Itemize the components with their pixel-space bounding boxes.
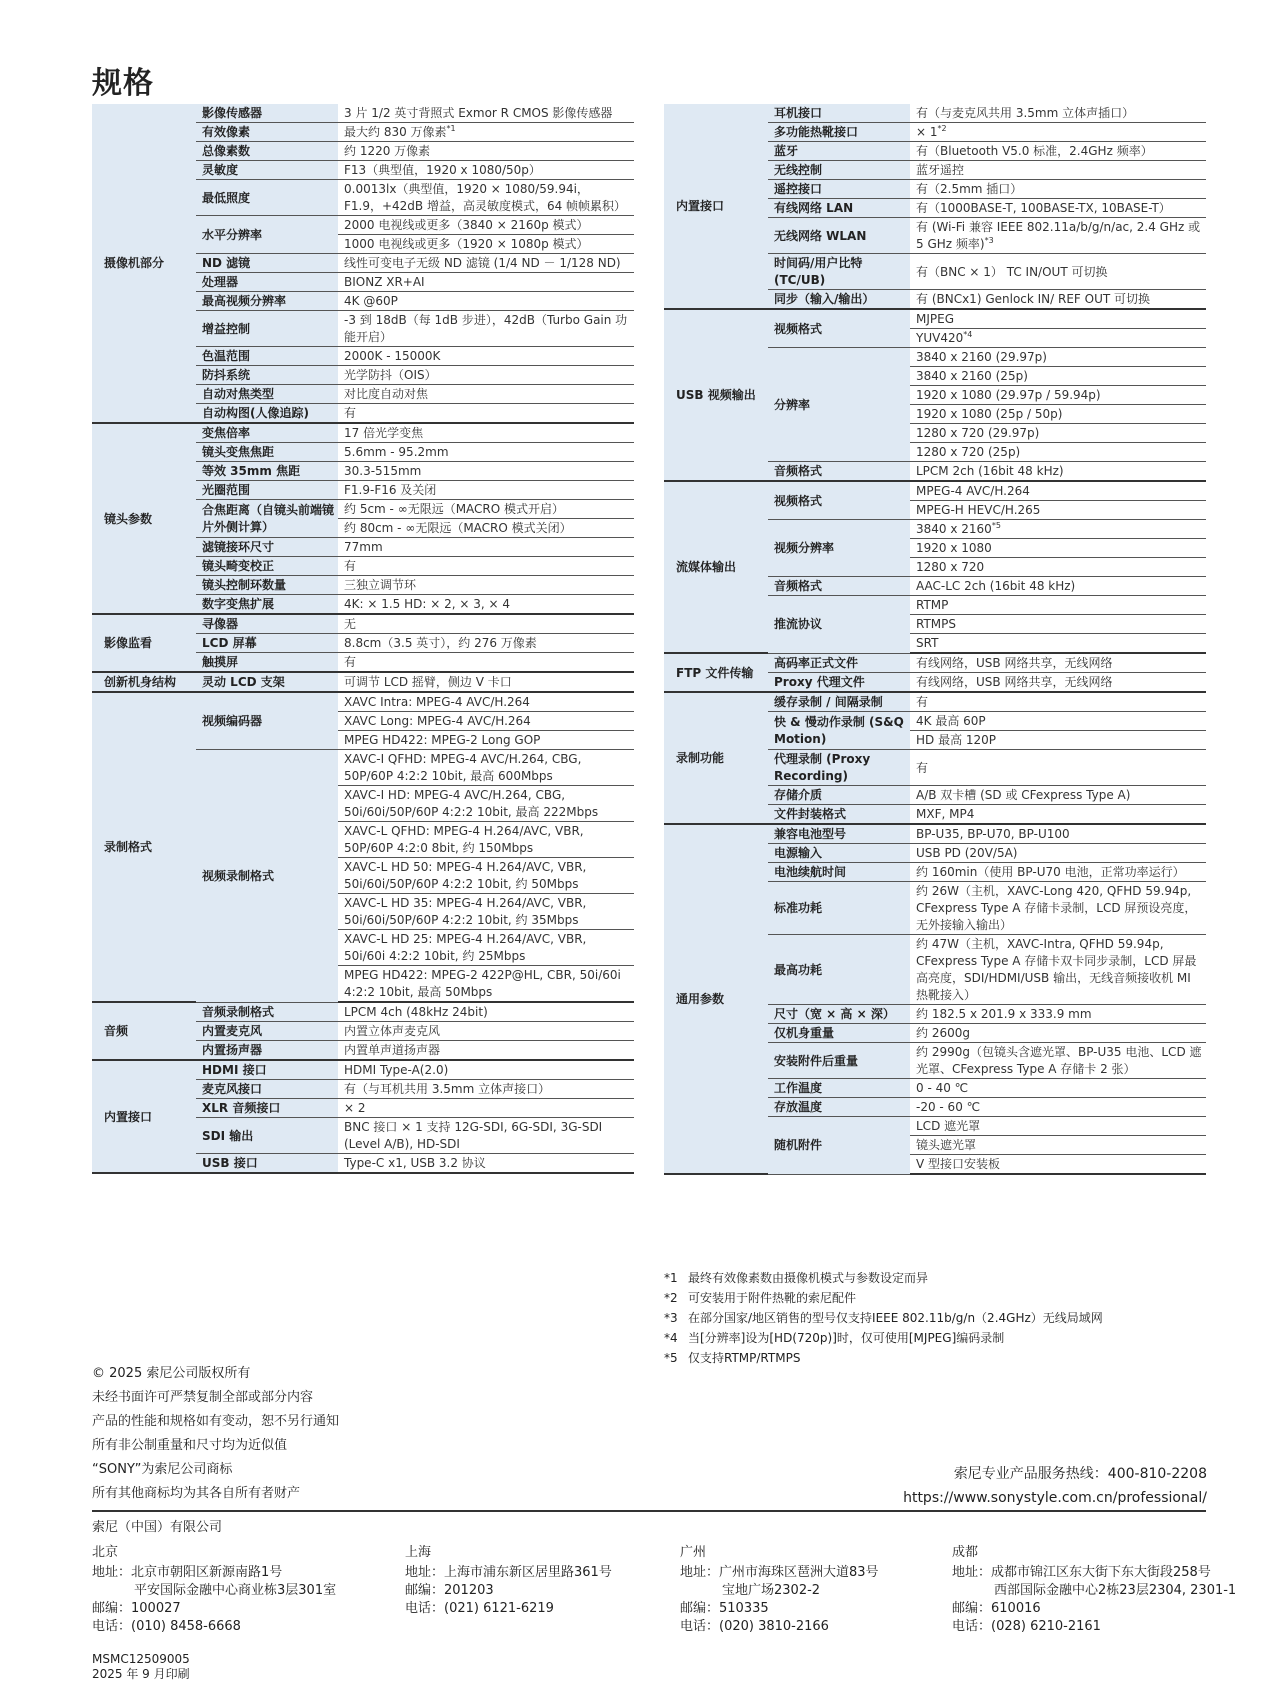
spec-item-value: 有（与麦克风共用 3.5mm 立体声插口） xyxy=(910,104,1206,123)
spec-item-value: 有（与耳机共用 3.5mm 立体声接口） xyxy=(338,1080,634,1099)
spec-item-value: XAVC-L HD 35: MPEG-4 H.264/AVC, VBR, 50i/60i/50P/60P 4:2:2 10bit, 约 35Mbps xyxy=(338,894,634,930)
spec-item-name: 电源输入 xyxy=(768,844,910,863)
spec-item-value: XAVC-I HD: MPEG-4 AVC/H.264, CBG, 50i/60i/50P/60P 4:2:2 10bit, 最高 222Mbps xyxy=(338,786,634,822)
spec-item-name: 视频分辨率 xyxy=(768,520,910,577)
spec-item-value: 约 1220 万像素 xyxy=(338,142,634,161)
office-address-line2: 西部国际金融中心2栋23层2304, 2301-1 xyxy=(994,1583,1237,1598)
spec-item-value: 3840 x 2160 (25p) xyxy=(910,367,1206,386)
spec-item-name: 麦克风接口 xyxy=(196,1080,338,1099)
spec-item-name: ND 滤镜 xyxy=(196,254,338,273)
spec-item-name: 总像素数 xyxy=(196,142,338,161)
spec-item-value: MPEG HD422: MPEG-2 Long GOP xyxy=(338,731,634,750)
company-name: 索尼（中国）有限公司 xyxy=(92,1520,223,1535)
spec-item-name: 耳机接口 xyxy=(768,104,910,123)
spec-category: 影像监看 xyxy=(92,614,196,672)
spec-item-name: 等效 35mm 焦距 xyxy=(196,462,338,481)
page-title: 规格 xyxy=(92,66,154,101)
spec-item-value: LPCM 2ch (16bit 48 kHz) xyxy=(910,462,1206,482)
spec-item-value: 5.6mm - 95.2mm xyxy=(338,443,634,462)
spec-item-value: 8.8cm（3.5 英寸），约 276 万像素 xyxy=(338,634,634,653)
spec-item-value: 1920 x 1080 (25p / 50p) xyxy=(910,405,1206,424)
spec-item-value: 光学防抖（OIS） xyxy=(338,366,634,385)
spec-item-name: Proxy 代理文件 xyxy=(768,673,910,693)
spec-item-name: 兼容电池型号 xyxy=(768,824,910,844)
spec-item-name: 推流协议 xyxy=(768,596,910,654)
spec-item-value: HDMI Type-A(2.0) xyxy=(338,1060,634,1080)
spec-item-value: AAC-LC 2ch (16bit 48 kHz) xyxy=(910,577,1206,596)
office-city: 成都 xyxy=(952,1545,979,1560)
spec-item-name: 最低照度 xyxy=(196,180,338,216)
spec-item-value: 3840 x 2160$^{*5}$ xyxy=(910,520,1206,539)
footnote: *3 在部分国家/地区销售的型号仅支持IEEE 802.11b/g/n（2.4GHz）无线局域网 xyxy=(664,1311,1103,1325)
office-address: 地址：广州市海珠区琶洲大道83号 xyxy=(680,1565,879,1580)
spec-row xyxy=(664,104,1206,123)
spec-category: 内置接口 xyxy=(664,104,768,309)
spec-item-name: 有效像素 xyxy=(196,123,338,142)
spec-item-name: 分辨率 xyxy=(768,348,910,462)
spec-item-name: LCD 屏幕 xyxy=(196,634,338,653)
spec-item-value: 对比度自动对焦 xyxy=(338,385,634,404)
document-code xyxy=(92,1652,190,1682)
spec-item-value: 约 182.5 x 201.9 x 333.9 mm xyxy=(910,1005,1206,1024)
spec-item-name: 灵动 LCD 支架 xyxy=(196,672,338,692)
spec-item-value: 有 xyxy=(910,692,1206,712)
spec-item-name: 蓝牙 xyxy=(768,142,910,161)
spec-item-name: 合焦距离（自镜头前端镜片外侧计算） xyxy=(196,500,338,538)
spec-item-name: 内置麦克风 xyxy=(196,1022,338,1041)
footnote-marker: *2 xyxy=(937,124,947,133)
office-tel: 电话：(028) 6210-2161 xyxy=(952,1619,1101,1634)
spec-item-value: -3 到 18dB（每 1dB 步进），42dB（Turbo Gain 功能开启） xyxy=(338,311,634,347)
spec-item-value: Type-C x1, USB 3.2 协议 xyxy=(338,1154,634,1174)
spec-row xyxy=(664,692,1206,712)
spec-item-value: XAVC-L HD 50: MPEG-4 H.264/AVC, VBR, 50i/60i/50P/60P 4:2:2 10bit, 约 50Mbps xyxy=(338,858,634,894)
spec-item-name: 工作温度 xyxy=(768,1079,910,1098)
spec-item-name: 灵敏度 xyxy=(196,161,338,180)
spec-item-value: 无 xyxy=(338,614,634,634)
spec-table-right xyxy=(664,104,1206,1175)
spec-item-name: 视频编码器 xyxy=(196,692,338,750)
spec-category: 摄像机部分 xyxy=(92,104,196,423)
spec-item-value: RTMPS xyxy=(910,615,1206,634)
spec-item-name: 存储介质 xyxy=(768,786,910,805)
spec-item-value: 1920 x 1080 xyxy=(910,539,1206,558)
hotline-text: 索尼专业产品服务热线：400-810-2208 xyxy=(953,1466,1207,1482)
spec-item-value: × $1^{*2}$ xyxy=(910,123,1206,142)
spec-item-name: 无线网络 WLAN xyxy=(768,218,910,254)
spec-item-name: 标准功耗 xyxy=(768,882,910,935)
spec-item-name: 滤镜接环尺寸 xyxy=(196,538,338,557)
spec-item-value: 可调节 LCD 摇臂，侧边 V 卡口 xyxy=(338,672,634,692)
spec-item-value: YUV420$^{*4}$ xyxy=(910,329,1206,348)
spec-item-value: 约 2990g（包镜头含遮光罩、BP-U35 电池、LCD 遮光罩、CFexpress Type A 存储卡 2 张） xyxy=(910,1043,1206,1079)
spec-item-value: 有 xyxy=(338,557,634,576)
spec-item-name: 防抖系统 xyxy=(196,366,338,385)
spec-row xyxy=(664,653,1206,673)
office-city: 广州 xyxy=(680,1545,707,1560)
spec-item-name: 遥控接口 xyxy=(768,180,910,199)
footnote: *5 仅支持RTMP/RTMPS xyxy=(664,1351,801,1365)
office-zip: 邮编：610016 xyxy=(952,1601,1041,1616)
spec-item-value: 2000 电视线或更多（3840 × 2160p 模式） xyxy=(338,216,634,235)
office-city: 上海 xyxy=(405,1545,432,1560)
spec-row xyxy=(92,614,634,634)
spec-item-value: 约 2600g xyxy=(910,1024,1206,1043)
spec-item-value: 有 xyxy=(338,653,634,673)
spec-item-name: 同步（输入/输出） xyxy=(768,290,910,310)
footnote-marker: *3 xyxy=(984,236,994,245)
legal-line: “SONY”为索尼公司商标 xyxy=(92,1462,233,1477)
spec-item-name: 存放温度 xyxy=(768,1098,910,1117)
spec-item-name: 缓存录制 / 间隔录制 xyxy=(768,692,910,712)
spec-table-left xyxy=(92,104,634,1174)
spec-item-name: HDMI 接口 xyxy=(196,1060,338,1080)
spec-item-name: 镜头控制环数量 xyxy=(196,576,338,595)
spec-item-value: 有 xyxy=(338,404,634,424)
office-beijing xyxy=(92,1544,336,1636)
spec-item-value: F1.9-F16 及关闭 xyxy=(338,481,634,500)
spec-item-value: -20 - 60 ℃ xyxy=(910,1098,1206,1117)
spec-category: 通用参数 xyxy=(664,824,768,1174)
spec-item-name: 影像传感器 xyxy=(196,104,338,123)
spec-row xyxy=(664,309,1206,329)
spec-row xyxy=(664,824,1206,844)
office-shanghai xyxy=(405,1544,612,1618)
spec-item-name: 处理器 xyxy=(196,273,338,292)
spec-category: 录制功能 xyxy=(664,692,768,824)
spec-category: 录制格式 xyxy=(92,692,196,1002)
spec-item-value: 约 47W（主机，XAVC-Intra, QFHD 59.94p, CFexpress Type A 存储卡双卡同步录制，LCD 屏最高亮度，SDI/HDMI/USB 输出，无线音频接收机 MI 热靴接入） xyxy=(910,935,1206,1005)
spec-item-value: 4K 最高 60P xyxy=(910,712,1206,731)
spec-item-value: MPEG-H HEVC/H.265 xyxy=(910,501,1206,520)
office-address: 地址：北京市朝阳区新源南路1号 xyxy=(92,1565,283,1580)
spec-item-value: 0.0013lx（典型值，1920 × 1080/59.94i，F1.9，+42dB 增益，高灵敏度模式，64 帧帧累积） xyxy=(338,180,634,216)
spec-item-value: XAVC Intra: MPEG-4 AVC/H.264 xyxy=(338,692,634,712)
spec-item-name: 音频格式 xyxy=(768,577,910,596)
spec-item-value: 蓝牙遥控 xyxy=(910,161,1206,180)
spec-item-value: MXF, MP4 xyxy=(910,805,1206,825)
spec-item-value: 0 - 40 ℃ xyxy=(910,1079,1206,1098)
spec-item-value: 4K: × 1.5 HD: × 2, × 3, × 4 xyxy=(338,595,634,615)
spec-item-value: HD 最高 120P xyxy=(910,731,1206,750)
spec-item-value: 4K @60P xyxy=(338,292,634,311)
spec-item-name: 音频格式 xyxy=(768,462,910,482)
spec-item-value: XAVC-I QFHD: MPEG-4 AVC/H.264, CBG, 50P/60P 4:2:2 10bit, 最高 600Mbps xyxy=(338,750,634,786)
spec-item-value: 17 倍光学变焦 xyxy=(338,423,634,443)
spec-item-value: 有（Bluetooth V5.0 标准，2.4GHz 频率） xyxy=(910,142,1206,161)
spec-item-value: 有 (Wi-Fi 兼容 IEEE 802.11a/b/g/n/ac, 2.4 GHz 或 5 GHz 频率)$^{*3}$ xyxy=(910,218,1206,254)
spec-item-value: LCD 遮光罩 xyxy=(910,1117,1206,1136)
spec-item-value: 约 26W（主机，XAVC-Long 420, QFHD 59.94p, CFexpress Type A 存储卡录制，LCD 屏预设亮度，无外接输入输出） xyxy=(910,882,1206,935)
spec-item-name: 自动对焦类型 xyxy=(196,385,338,404)
spec-item-name: 文件封装格式 xyxy=(768,805,910,825)
spec-category: FTP 文件传输 xyxy=(664,653,768,692)
spec-item-value: 1920 x 1080 (29.97p / 59.94p) xyxy=(910,386,1206,405)
footnote: *1 最终有效像素数由摄像机模式与参数设定而异 xyxy=(664,1271,929,1285)
spec-item-name: 增益控制 xyxy=(196,311,338,347)
spec-item-value: LPCM 4ch (48kHz 24bit) xyxy=(338,1002,634,1022)
spec-item-name: 视频录制格式 xyxy=(196,750,338,1003)
spec-item-value: BIONZ XR+AI xyxy=(338,273,634,292)
spec-item-name: 电池续航时间 xyxy=(768,863,910,882)
spec-item-value: 1280 x 720 (29.97p) xyxy=(910,424,1206,443)
website-link[interactable]: https://www.sonystyle.com.cn/professional/ xyxy=(903,1490,1207,1506)
spec-row xyxy=(92,692,634,712)
spec-item-name: 快 & 慢动作录制 (S&Q Motion) xyxy=(768,712,910,750)
footnote-marker: *4 xyxy=(963,330,973,339)
legal-line: 未经书面许可严禁复制全部或部分内容 xyxy=(92,1390,314,1405)
spec-item-name: 镜头畸变校正 xyxy=(196,557,338,576)
spec-item-value: 有 xyxy=(910,750,1206,786)
spec-item-value: 1280 x 720 xyxy=(910,558,1206,577)
footnote-marker: *5 xyxy=(991,521,1001,530)
spec-item-value: 1280 x 720 (25p) xyxy=(910,443,1206,462)
office-tel: 电话：(020) 3810-2166 xyxy=(680,1619,829,1634)
spec-item-name: XLR 音频接口 xyxy=(196,1099,338,1118)
spec-item-name: USB 接口 xyxy=(196,1154,338,1174)
spec-item-name: 最高功耗 xyxy=(768,935,910,1005)
legal-line: 所有其他商标均为其各自所有者财产 xyxy=(92,1486,301,1501)
spec-row xyxy=(664,481,1206,501)
spec-item-value: 内置立体声麦克风 xyxy=(338,1022,634,1041)
spec-item-value: 线性可变电子无级 ND 滤镜 (1/4 ND － 1/128 ND) xyxy=(338,254,634,273)
spec-item-value: USB PD (20V/5A) xyxy=(910,844,1206,863)
spec-item-value: MPEG-4 AVC/H.264 xyxy=(910,481,1206,501)
spec-item-value: BP-U35, BP-U70, BP-U100 xyxy=(910,824,1206,844)
spec-item-value: XAVC-L HD 25: MPEG-4 H.264/AVC, VBR, 50i/60i 4:2:2 10bit, 约 25Mbps xyxy=(338,930,634,966)
spec-item-value: MPEG HD422: MPEG-2 422P@HL, CBR, 50i/60i 4:2:2 10bit, 最高 50Mbps xyxy=(338,966,634,1003)
spec-item-name: SDI 输出 xyxy=(196,1118,338,1154)
spec-item-value: 2000K - 15000K xyxy=(338,347,634,366)
spec-item-name: 随机附件 xyxy=(768,1117,910,1175)
spec-category: 音频 xyxy=(92,1002,196,1060)
spec-category: USB 视频输出 xyxy=(664,309,768,481)
divider xyxy=(92,1510,1206,1512)
spec-item-name: 触摸屏 xyxy=(196,653,338,673)
office-zip: 邮编：100027 xyxy=(92,1601,181,1616)
spec-item-value: 有 (BNCx1) Genlock IN/ REF OUT 可切换 xyxy=(910,290,1206,310)
spec-item-value: 有线网络，USB 网络共享，无线网络 xyxy=(910,653,1206,673)
spec-item-name: 仅机身重量 xyxy=(768,1024,910,1043)
office-city: 北京 xyxy=(92,1545,119,1560)
office-address: 地址：成都市锦江区东大街下东大街段258号 xyxy=(952,1565,1211,1580)
office-tel: 电话：(010) 8458-6668 xyxy=(92,1619,241,1634)
spec-item-value: V 型接口安装板 xyxy=(910,1155,1206,1175)
spec-item-name: 自动构图(人像追踪) xyxy=(196,404,338,424)
spec-item-value: SRT xyxy=(910,634,1206,654)
spec-item-name: 数字变焦扩展 xyxy=(196,595,338,615)
spec-item-value: 3840 x 2160 (29.97p) xyxy=(910,348,1206,367)
spec-item-name: 尺寸（宽 × 高 × 深） xyxy=(768,1005,910,1024)
doc-code: MSMC12509005 xyxy=(92,1652,190,1666)
spec-row xyxy=(92,672,634,692)
service-hotline xyxy=(903,1462,1207,1510)
spec-row xyxy=(92,104,634,123)
spec-item-value: A/B 双卡槽 (SD 或 CFexpress Type A) xyxy=(910,786,1206,805)
spec-item-name: 代理录制 (Proxy Recording) xyxy=(768,750,910,786)
spec-item-value: BNC 接口 × 1 支持 12G-SDI, 6G-SDI, 3G-SDI (Level A/B), HD-SDI xyxy=(338,1118,634,1154)
spec-item-value: XAVC-L QFHD: MPEG-4 H.264/AVC, VBR, 50P/60P 4:2:0 8bit, 约 150Mbps xyxy=(338,822,634,858)
spec-category: 流媒体输出 xyxy=(664,481,768,653)
spec-item-name: 水平分辨率 xyxy=(196,216,338,254)
office-address-line2: 平安国际金融中心商业栋3层301室 xyxy=(134,1583,337,1598)
spec-item-value: XAVC Long: MPEG-4 AVC/H.264 xyxy=(338,712,634,731)
spec-item-value: 有线网络，USB 网络共享，无线网络 xyxy=(910,673,1206,693)
spec-item-name: 光圈范围 xyxy=(196,481,338,500)
spec-item-name: 音频录制格式 xyxy=(196,1002,338,1022)
spec-item-value: RTMP xyxy=(910,596,1206,615)
office-zip: 邮编：201203 xyxy=(405,1583,494,1598)
footnote-marker: *1 xyxy=(446,124,456,133)
spec-item-value: MJPEG xyxy=(910,309,1206,329)
spec-row xyxy=(92,1060,634,1080)
office-tel: 电话：(021) 6121-6219 xyxy=(405,1601,554,1616)
spec-row xyxy=(92,1002,634,1022)
spec-category: 创新机身结构 xyxy=(92,672,196,692)
spec-item-name: 时间码/用户比特 (TC/UB) xyxy=(768,254,910,290)
spec-item-name: 多功能热靴接口 xyxy=(768,123,910,142)
spec-item-name: 安装附件后重量 xyxy=(768,1043,910,1079)
spec-item-name: 最高视频分辨率 xyxy=(196,292,338,311)
spec-item-value: 有（2.5mm 插口） xyxy=(910,180,1206,199)
spec-item-value: 1000 电视线或更多（1920 × 1080p 模式） xyxy=(338,235,634,254)
office-zip: 邮编：510335 xyxy=(680,1601,769,1616)
spec-item-name: 高码率正式文件 xyxy=(768,653,910,673)
spec-item-value: 有（BNC × 1） TC IN/OUT 可切换 xyxy=(910,254,1206,290)
footnote: *2 可安装用于附件热靴的索尼配件 xyxy=(664,1291,857,1305)
spec-item-name: 变焦倍率 xyxy=(196,423,338,443)
spec-item-value: 77mm xyxy=(338,538,634,557)
legal-line: © 2025 索尼公司版权所有 xyxy=(92,1366,251,1381)
spec-item-value: 3 片 1/2 英寸背照式 Exmor R CMOS 影像传感器 xyxy=(338,104,634,123)
spec-item-value: 最大约 830 万像素$^{*1}$ xyxy=(338,123,634,142)
spec-item-value: 约 5cm - ∞无限远（MACRO 模式开启） xyxy=(338,500,634,519)
spec-item-name: 有线网络 LAN xyxy=(768,199,910,218)
office-address: 地址：上海市浦东新区居里路361号 xyxy=(405,1565,612,1580)
spec-item-value: × 2 xyxy=(338,1099,634,1118)
spec-item-value: 约 160min（使用 BP-U70 电池，正常功率运行） xyxy=(910,863,1206,882)
spec-item-value: 内置单声道扬声器 xyxy=(338,1041,634,1061)
spec-item-value: F13（典型值，1920 x 1080/50p） xyxy=(338,161,634,180)
spec-category: 镜头参数 xyxy=(92,423,196,614)
spec-item-value: 有（1000BASE-T, 100BASE-TX, 10BASE-T） xyxy=(910,199,1206,218)
office-address-line2: 宝地广场2302-2 xyxy=(722,1583,821,1598)
spec-item-name: 视频格式 xyxy=(768,309,910,348)
spec-item-name: 无线控制 xyxy=(768,161,910,180)
spec-item-name: 视频格式 xyxy=(768,481,910,520)
print-date: 2025 年 9 月印刷 xyxy=(92,1667,190,1681)
legal-line: 产品的性能和规格如有变动，恕不另行通知 xyxy=(92,1414,340,1429)
spec-item-value: 30.3-515mm xyxy=(338,462,634,481)
spec-item-value: 镜头遮光罩 xyxy=(910,1136,1206,1155)
spec-item-name: 内置扬声器 xyxy=(196,1041,338,1061)
spec-item-value: 三独立调节环 xyxy=(338,576,634,595)
footnote: *4 当[分辨率]设为[HD(720p)]时，仅可使用[MJPEG]编码录制 xyxy=(664,1331,1005,1345)
spec-item-name: 镜头变焦焦距 xyxy=(196,443,338,462)
office-guangzhou xyxy=(680,1544,879,1636)
spec-item-name: 色温范围 xyxy=(196,347,338,366)
footnotes xyxy=(664,1268,1103,1368)
legal-line: 所有非公制重量和尺寸均为近似值 xyxy=(92,1438,288,1453)
spec-item-name: 寻像器 xyxy=(196,614,338,634)
spec-row xyxy=(92,423,634,443)
spec-category: 内置接口 xyxy=(92,1060,196,1173)
office-chengdu xyxy=(952,1544,1236,1636)
legal-notice xyxy=(92,1362,339,1506)
spec-item-value: 约 80cm - ∞无限远（MACRO 模式关闭） xyxy=(338,519,634,538)
